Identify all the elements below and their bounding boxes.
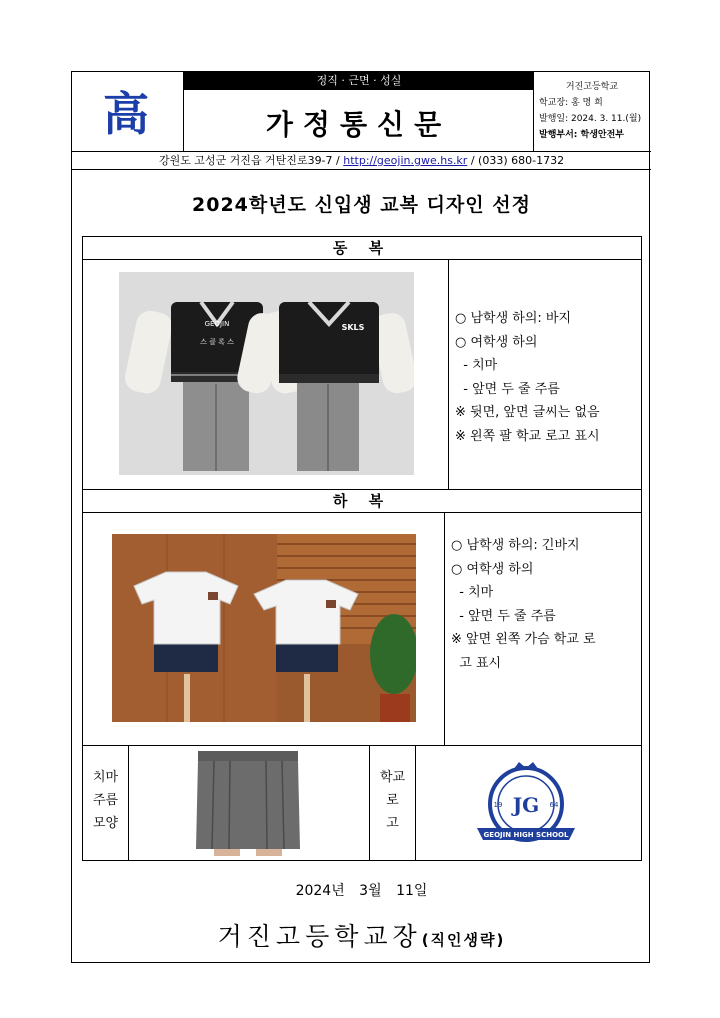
summer-divider xyxy=(444,513,445,745)
page-title: 가정통신문 xyxy=(265,108,452,141)
winter-note: - 치마 xyxy=(455,358,498,373)
emblem-letters: JG xyxy=(512,793,540,817)
right-jacket-text: SKLS xyxy=(341,323,365,332)
summer-heading: 하 복 xyxy=(83,490,641,513)
right-jacket xyxy=(279,302,379,382)
emblem-year-right: 64 xyxy=(549,801,559,809)
department: 발행부서: 학생안전부 xyxy=(539,130,624,140)
winter-uniform-table xyxy=(82,236,642,490)
summer-uniform-table xyxy=(82,489,642,746)
left-jacket-text: GEOJIN xyxy=(204,320,230,328)
principal: 학교장: 홍 명 희 xyxy=(539,98,603,108)
issue-date: 발행일: 2024. 3. 11.(월) xyxy=(539,114,642,124)
summer-uniform-photo xyxy=(112,534,416,722)
motto-bar: 정직 · 근면 · 성실 xyxy=(184,72,534,90)
winter-note: ※ 왼쪽 팔 학교 로고 표시 xyxy=(455,428,600,444)
skirt-label xyxy=(83,766,128,835)
phone-text: / (033) 680-1732 xyxy=(467,154,565,167)
divider xyxy=(128,746,129,860)
skirt-photo xyxy=(194,749,302,856)
left-shorts xyxy=(154,642,218,672)
summer-note: 고 표시 xyxy=(451,655,502,671)
winter-divider xyxy=(448,260,449,489)
emblem-year-left: 19 xyxy=(493,801,503,809)
summer-note: - 치마 xyxy=(451,585,494,600)
logo-character: 高 xyxy=(103,87,149,138)
address-text: 강원도 고성군 거진읍 거탄진로39-7 / xyxy=(158,154,344,167)
winter-uniform-photo xyxy=(119,272,414,475)
issue-date-footer: 2024년 3월 11일 xyxy=(295,883,428,899)
summer-note: ○ 여학생 하의 xyxy=(451,561,534,577)
address-row xyxy=(72,151,651,170)
skirt-label-line: 주름 xyxy=(92,793,119,808)
emblem-banner: GEOJIN HIGH SCHOOL xyxy=(483,831,569,839)
winter-note: ○ 여학생 하의 xyxy=(455,334,538,350)
skirt-label-line: 치마 xyxy=(92,770,119,785)
newsletter-frame xyxy=(71,71,650,963)
winter-note: - 앞면 두 줄 주름 xyxy=(455,381,560,397)
school-emblem-icon xyxy=(473,758,579,850)
headline: 2024학년도 신입생 교복 디자인 선정 xyxy=(192,194,531,216)
right-shorts xyxy=(276,642,338,672)
divider xyxy=(415,746,416,860)
title-cell xyxy=(184,90,534,151)
principal-signature xyxy=(72,917,651,953)
skirt-logo-table xyxy=(82,745,642,861)
summer-note: ※ 앞면 왼쪽 가슴 학교 로 xyxy=(451,632,596,647)
info-cell xyxy=(534,72,651,151)
logo-cell xyxy=(72,72,184,151)
school-logo-icon xyxy=(102,86,150,138)
logo-label-line: 로 xyxy=(386,793,399,808)
summer-notes xyxy=(451,534,641,675)
left-jacket-subtext: 스 클 록 스 xyxy=(200,338,234,346)
principal-title: 거진고등학교장 xyxy=(217,922,422,951)
logo-label-line: 고 xyxy=(386,816,399,831)
school-name: 거진고등학교 xyxy=(565,82,619,92)
winter-note: ※ 뒷면, 앞면 글씨는 없음 xyxy=(455,405,600,420)
school-website-link[interactable]: http://geojin.gwe.hs.kr xyxy=(343,154,468,167)
summer-note: - 앞면 두 줄 주름 xyxy=(451,608,556,624)
winter-notes xyxy=(455,307,641,448)
logo-label-line: 학교 xyxy=(379,770,406,785)
winter-heading: 동 복 xyxy=(83,237,641,260)
seal-omitted: (직인생략) xyxy=(421,931,506,949)
summer-note: ○ 남학생 하의: 긴바지 xyxy=(451,538,580,553)
skirt-label-line: 모양 xyxy=(92,816,119,831)
winter-note: ○ 남학생 하의: 바지 xyxy=(455,311,572,326)
logo-label xyxy=(370,766,415,835)
